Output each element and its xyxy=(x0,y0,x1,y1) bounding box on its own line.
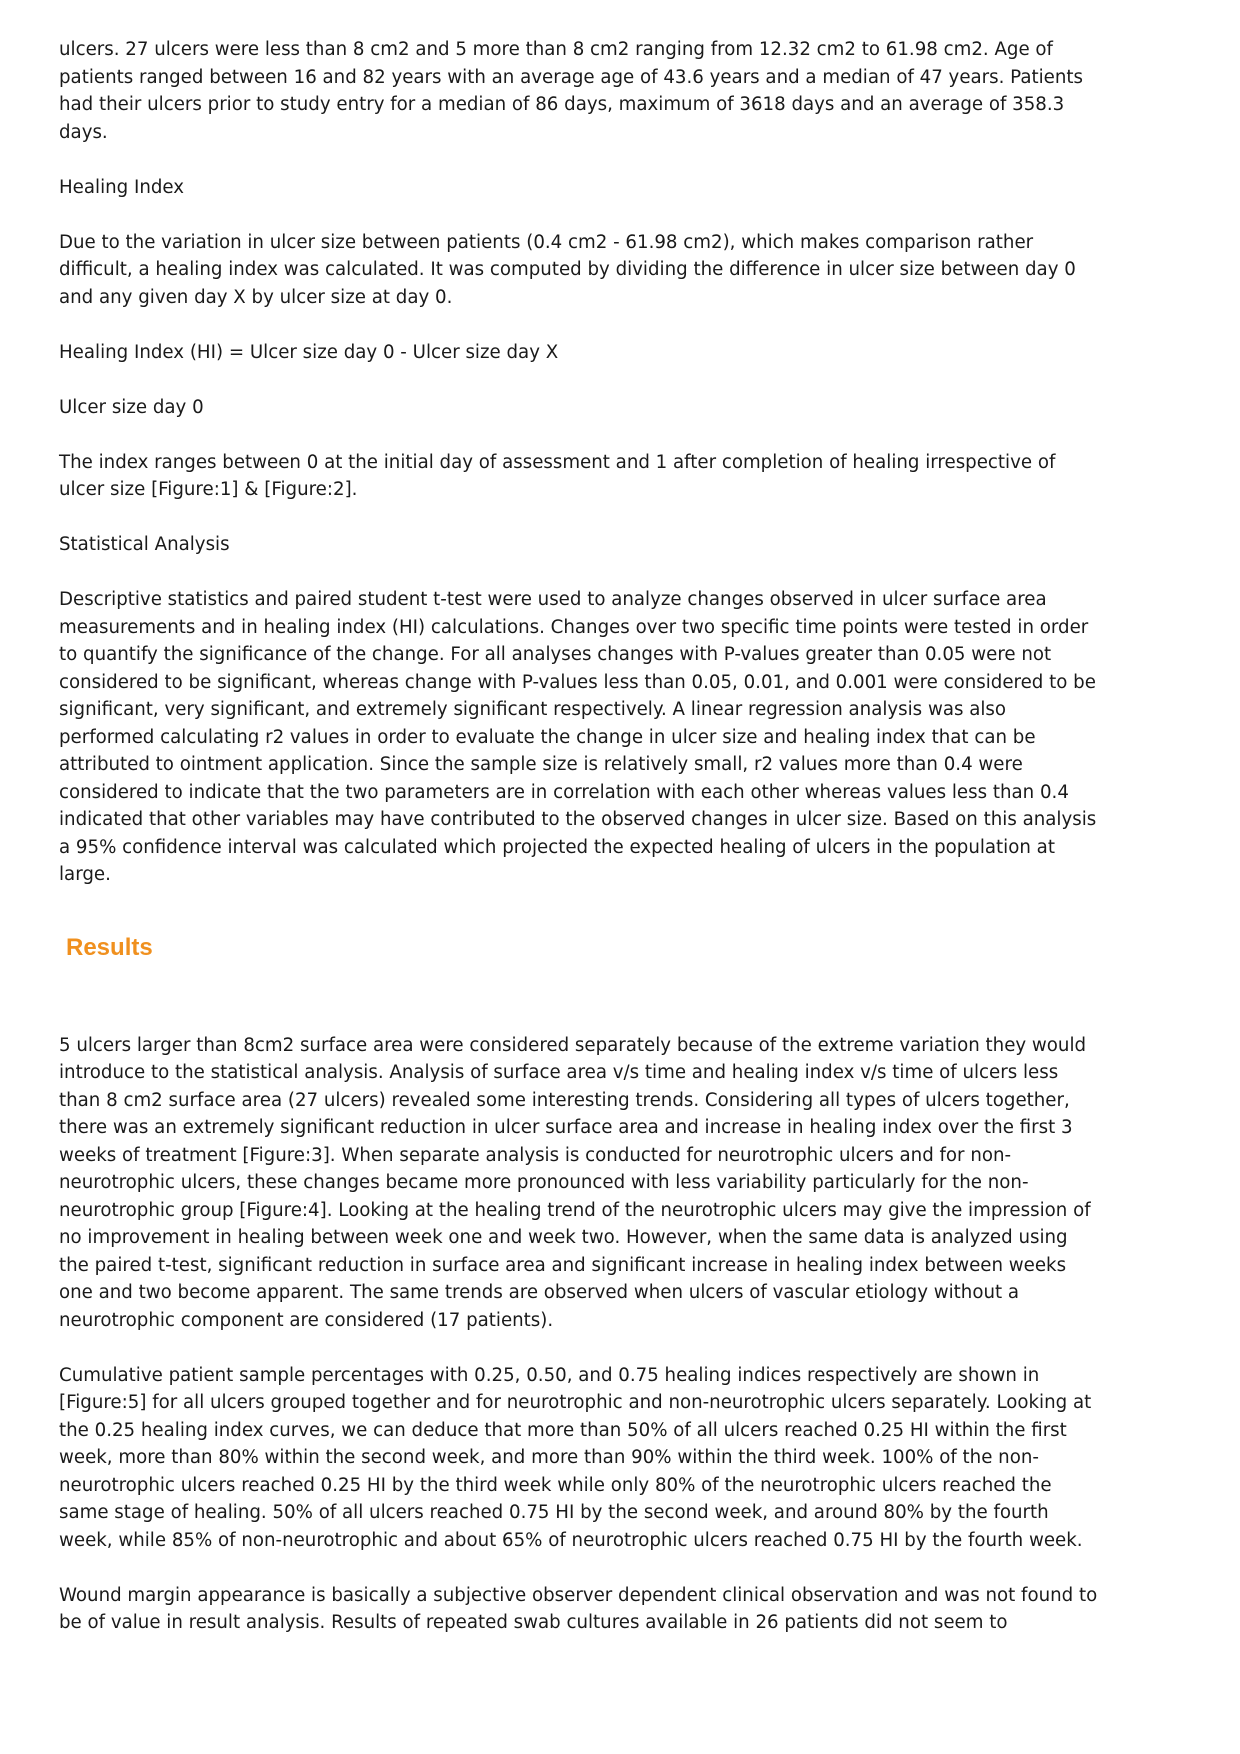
formula-denominator: Ulcer size day 0 xyxy=(59,396,204,418)
paragraph-index-range: The index ranges between 0 at the initial day of assessment and 1 after completion of healing irrespective of ulcer size [Figure:1] & [Figure:2]. xyxy=(59,451,1056,500)
paragraph-results-cumulative: Cumulative patient sample percentages with 0.25, 0.50, and 0.75 healing indices respectively are shown in [Figure:5] for all ulcers grouped together and for neurotrophic and non-neurotrophic ulcers separately. Looking at the 0.25 healing index curves, we can deduce that more than 50% of all ulcers reached 0.25 HI within the first week, more than 80% within the second week, and more than 90% within the third week. 100% of the non-neurotrophic ulcers reached 0.25 HI by the third week while only 80% of the neurotrophic ulcers reached the same stage of healing. 50% of all ulcers reached 0.75 HI by the second week, and around 80% by the fourth week, while 85% of non-neurotrophic and about 65% of neurotrophic ulcers reached 0.75 HI by the fourth week. xyxy=(59,1364,1092,1551)
results-heading: Results xyxy=(66,933,153,961)
results-section xyxy=(59,933,1099,1637)
paragraph-healing-index-description: Due to the variation in ulcer size between patients (0.4 cm2 - 61.98 cm2), which makes comparison rather difficult, a healing index was calculated. It was computed by dividing the difference in ulcer size between day 0 and any given day X by ulcer size at day 0. xyxy=(59,231,1076,308)
document-page xyxy=(59,36,1099,1637)
paragraph-patient-demographics: ulcers. 27 ulcers were less than 8 cm2 and 5 more than 8 cm2 ranging from 12.32 cm2 to 61.98 cm2. Age of patients ranged between 16 and 82 years with an average age of 43.6 years and a median of 47 years. Patients had their ulcers prior to study entry for a median of 86 days, maximum of 3618 days and an average of 358.3 days. xyxy=(59,39,1083,143)
subheading-healing-index: Healing Index xyxy=(59,176,185,198)
paragraph-results-wound-margin: Wound margin appearance is basically a subjective observer dependent clinical observation and was not found to be of value in result analysis. Results of repeated swab cultures available in 26 patients did not seem to xyxy=(59,1584,1098,1633)
subheading-statistical-analysis: Statistical Analysis xyxy=(59,534,230,555)
paragraph-statistical-methods: Descriptive statistics and paired student t-test were used to analyze changes observed in ulcer surface area measurements and in healing index (HI) calculations. Changes over two specific time points were tested in order to quantify the significance of the change. For all analyses changes with P-values greater than 0.05 were not considered to be significant, whereas change with P-values less than 0.05, 0.01, and 0.001 were considered to be significant, very significant, and extremely significant respectively. A linear regression analysis was also performed calculating r2 values in order to evaluate the change in ulcer size and healing index that can be attributed to ointment application. Since the sample size is relatively small, r2 values more than 0.4 were considered to indicate that the two parameters are in correlation with each other whereas values less than 0.4 indicated that other variables may have contributed to the observed changes in ulcer size. Based on this analysis a 95% confidence interval was calculated which projected the expected healing of ulcers in the population at large. xyxy=(59,589,1097,885)
formula-numerator: Healing Index (HI) = Ulcer size day 0 - Ulcer size day X xyxy=(59,341,559,363)
paragraph-results-trends: 5 ulcers larger than 8cm2 surface area were considered separately because of the extreme variation they would introduce to the statistical analysis. Analysis of surface area v/s time and healing index v/s time of ulcers less than 8 cm2 surface area (27 ulcers) revealed some interesting trends. Considering all types of ulcers together, there was an extremely significant reduction in ulcer surface area and increase in healing index over the first 3 weeks of treatment [Figure:3]. When separate analysis is conducted for neurotrophic ulcers and for non-neurotrophic ulcers, these changes became more pronounced with less variability particularly for the non-neurotrophic group [Figure:4]. Looking at the healing trend of the neurotrophic ulcers may give the impression of no improvement in healing between week one and week two. However, when the same data is analyzed using the paired t-test, significant reduction in surface area and significant increase in healing index between weeks one and two become apparent. The same trends are observed when ulcers of vascular etiology without a neurotrophic component are considered (17 patients). xyxy=(59,1034,1091,1331)
